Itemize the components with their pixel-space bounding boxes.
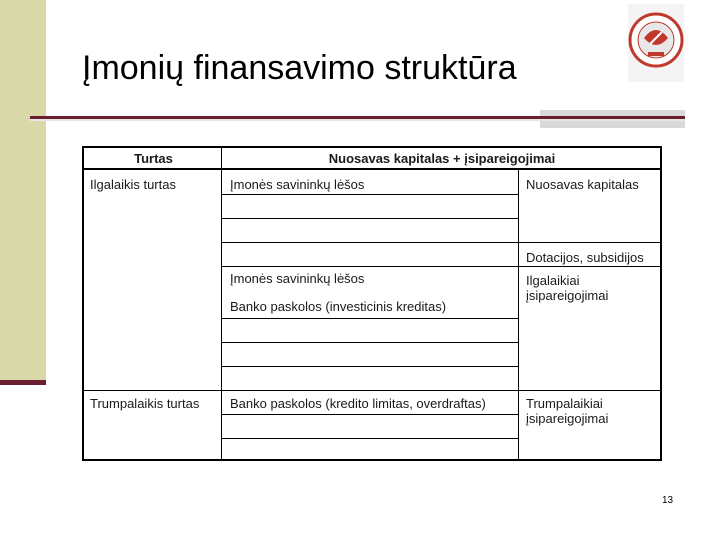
header-liabilities: Nuosavas kapitalas + įsipareigojimai — [328, 151, 556, 166]
cell-short-term-liabilities: Trumpalaikiai įsipareigojimai — [526, 396, 609, 426]
accent-bar-base — [0, 380, 46, 385]
cell-equity: Nuosavas kapitalas — [526, 177, 639, 192]
cell-owners-funds: Įmonės savininkų lėšos — [230, 177, 365, 192]
title-rule — [30, 116, 685, 119]
page-number: 13 — [662, 495, 674, 506]
row-line — [221, 242, 660, 243]
row-line — [221, 318, 518, 319]
header-assets: Turtas — [134, 151, 173, 166]
cell-owners-funds: Įmonės savininkų lėšos — [230, 271, 365, 286]
cell-long-term-liabilities: Ilgalaikiai įsipareigojimai — [526, 273, 609, 303]
row-line — [221, 266, 660, 267]
cell-bank-loans-investment: Banko paskolos (investicinis kreditas) — [230, 299, 447, 314]
row-line — [221, 414, 518, 415]
row-line — [221, 194, 518, 195]
row-line — [221, 366, 518, 367]
cell-short-term-assets: Trumpalaikis turtas — [90, 396, 200, 411]
title-rule-highlight — [30, 119, 685, 121]
col-divider-2 — [518, 170, 519, 459]
slide-title: Įmonių finansavimo struktūra — [82, 49, 517, 87]
cell-bank-loans-credit: Banko paskolos (kredito limitas, overdraftas) — [230, 396, 486, 411]
header-divider — [84, 168, 660, 170]
row-line — [221, 438, 518, 439]
row-line — [221, 218, 518, 219]
financing-structure-table — [82, 146, 662, 461]
cell-long-term-assets: Ilgalaikis turtas — [90, 177, 176, 192]
row-line — [84, 390, 660, 391]
row-line — [221, 342, 518, 343]
university-seal-icon — [628, 4, 684, 82]
accent-bar — [0, 0, 46, 380]
cell-grants: Dotacijos, subsidijos — [526, 250, 644, 265]
